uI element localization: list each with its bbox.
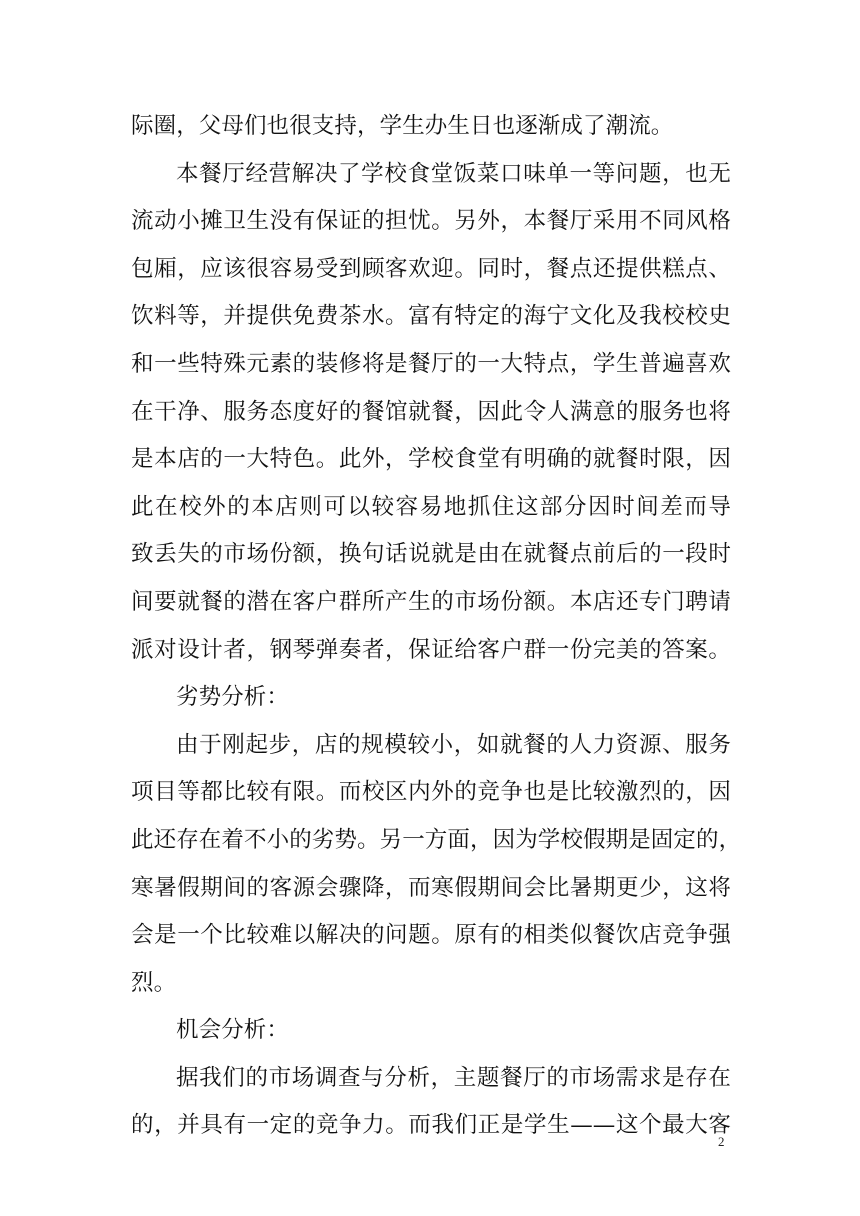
text-line: 流动小摊卫生没有保证的担忧。另外，本餐厅采用不同风格 [131,208,731,235]
text-line: 项目等都比较有限。而校区内外的竞争也是比较激烈的，因 [131,779,731,806]
text-line: 和一些特殊元素的装修将是餐厅的一大特点，学生普遍喜欢 [131,350,731,377]
text-line: 饮料等，并提供免费茶水。富有特定的海宁文化及我校校史 [131,303,731,330]
text-line: 机会分析： [176,1017,290,1044]
text-line: 在干净、服务态度好的餐馆就餐，因此令人满意的服务也将 [131,398,731,425]
text-line: 此在校外的本店则可以较容易地抓住这部分因时间差而导 [131,493,731,520]
body-text [131,103,742,1150]
text-line: 致丢失的市场份额，换句话说就是由在就餐点前后的一段时 [131,541,731,568]
text-line: 是本店的一大特色。此外，学校食堂有明确的就餐时限，因 [131,446,731,473]
text-line: 烈。 [131,969,177,996]
text-line: 的，并具有一定的竞争力。而我们正是学生——这个最大客 [131,1112,731,1139]
text-line: 由于刚起步，店的规模较小，如就餐的人力资源、服务 [176,731,731,758]
text-line: 寒暑假期间的客源会骤降，而寒假期间会比暑期更少，这将 [131,874,731,901]
text-line: 据我们的市场调查与分析，主题餐厅的市场需求是存在 [176,1064,731,1091]
text-line: 间要就餐的潜在客户群所产生的市场份额。本店还专门聘请 [131,588,731,615]
text-line: 劣势分析： [176,684,290,711]
text-line: 际圈，父母们也很支持，学生办生日也逐渐成了潮流。 [131,113,674,139]
text-line: 会是一个比较难以解决的问题。原有的相类似餐饮店竞争强 [131,922,731,949]
text-line: 派对设计者，钢琴弹奏者，保证给客户群一份完美的答案。 [131,636,731,663]
text-line: 包厢，应该很容易受到顾客欢迎。同时，餐点还提供糕点、 [131,255,731,282]
page-number: 2 [718,1134,725,1149]
text-line: 本餐厅经营解决了学校食堂饭菜口味单一等问题，也无 [176,160,731,187]
text-line: 此还存在着不小的劣势。另一方面，因为学校假期是固定的， [131,826,742,853]
